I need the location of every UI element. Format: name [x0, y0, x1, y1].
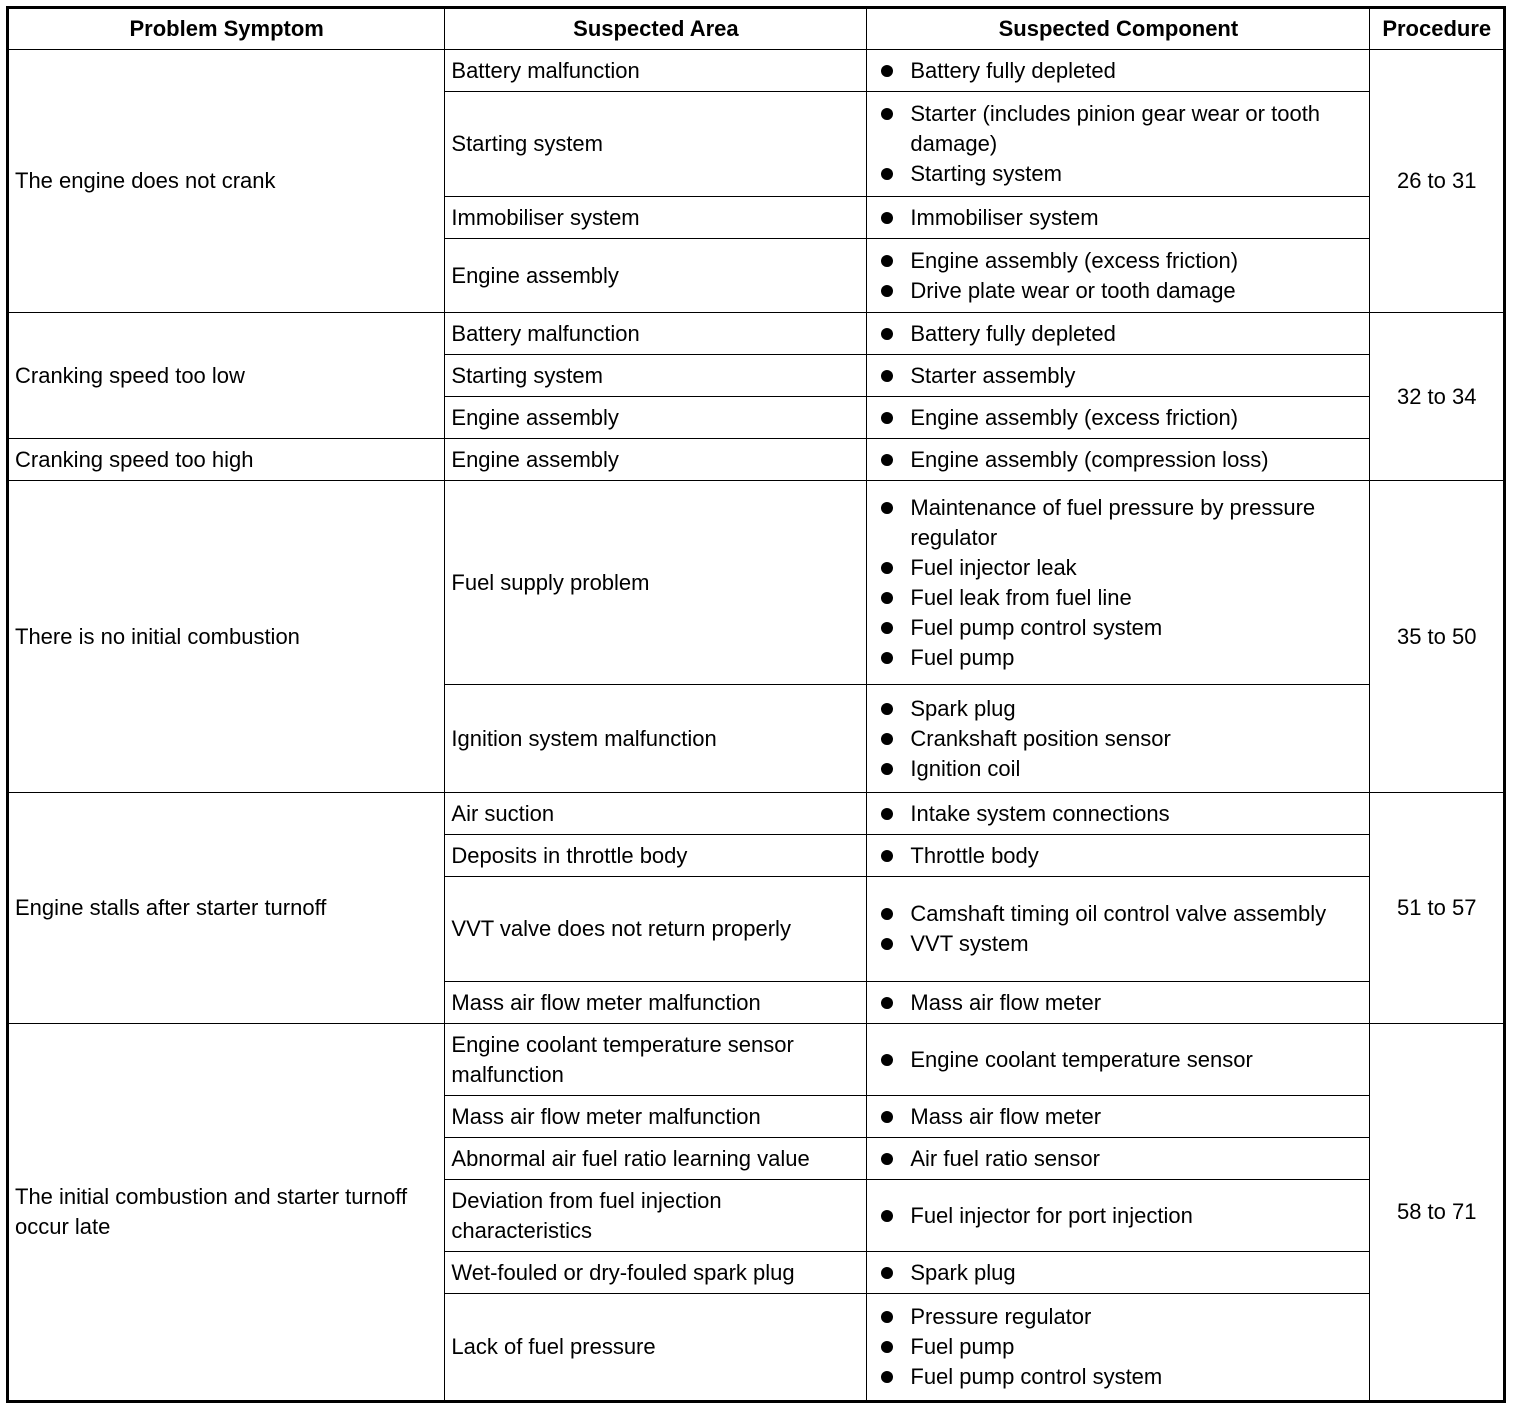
header-problem-symptom: Problem Symptom: [8, 8, 445, 50]
bullet-icon: [881, 622, 893, 634]
procedure-cell: 32 to 34: [1370, 313, 1505, 481]
suspected-area-cell: Immobiliser system: [445, 197, 867, 239]
procedure-cell: 51 to 57: [1370, 793, 1505, 1024]
component-list-item: [873, 1144, 1363, 1174]
component-list-item: [873, 445, 1363, 475]
bullet-icon: [881, 502, 893, 514]
component-list-item: [873, 403, 1363, 433]
component-list-item: [873, 841, 1363, 871]
table-row: [8, 50, 1505, 92]
suspected-component-cell: [867, 313, 1370, 355]
suspected-area-cell: Battery malfunction: [445, 50, 867, 92]
component-label: Immobiliser system: [910, 204, 1099, 230]
table-row: [8, 1024, 1505, 1096]
component-list-item: [873, 724, 1363, 754]
component-list-item: [873, 1045, 1363, 1075]
suspected-component-cell: [867, 793, 1370, 835]
suspected-component-cell: [867, 1138, 1370, 1180]
component-label: Starting system: [910, 161, 1062, 186]
suspected-component-cell: [867, 439, 1370, 481]
suspected-component-cell: [867, 685, 1370, 793]
component-list-item: [873, 583, 1363, 613]
table-row: [8, 481, 1505, 685]
component-list-item: [873, 1258, 1363, 1288]
component-list-item: [873, 613, 1363, 643]
bullet-icon: [881, 285, 893, 297]
suspected-area-cell: Wet-fouled or dry-fouled spark plug: [445, 1252, 867, 1294]
suspected-component-cell: [867, 50, 1370, 92]
component-list-item: [873, 246, 1363, 276]
bullet-icon: [881, 370, 893, 382]
suspected-area-cell: Mass air flow meter malfunction: [445, 1096, 867, 1138]
bullet-icon: [881, 1111, 893, 1123]
table-row: [8, 313, 1505, 355]
component-label: Engine coolant temperature sensor: [910, 1046, 1253, 1072]
component-list-item: [873, 694, 1363, 724]
bullet-icon: [881, 108, 893, 120]
header-suspected-component: Suspected Component: [867, 8, 1370, 50]
component-list-item: [873, 1201, 1363, 1231]
component-list-item: [873, 276, 1363, 306]
bullet-icon: [881, 1153, 893, 1165]
component-list-item: [873, 99, 1363, 159]
suspected-component-cell: [867, 1180, 1370, 1252]
header-procedure: Procedure: [1370, 8, 1505, 50]
suspected-component-cell: [867, 1294, 1370, 1402]
suspected-area-cell: Starting system: [445, 355, 867, 397]
problem-symptom-cell: The engine does not crank: [8, 50, 445, 313]
component-label: Battery fully depleted: [910, 57, 1116, 83]
problem-symptom-cell: Cranking speed too low: [8, 313, 445, 439]
component-label: Drive plate wear or tooth damage: [910, 277, 1236, 303]
suspected-component-cell: [867, 877, 1370, 982]
suspected-component-cell: [867, 835, 1370, 877]
bullet-icon: [881, 652, 893, 664]
suspected-area-cell: Lack of fuel pressure: [445, 1294, 867, 1402]
bullet-icon: [881, 763, 893, 775]
bullet-icon: [881, 454, 893, 466]
problem-symptom-cell: Cranking speed too high: [8, 439, 445, 481]
component-list-item: [873, 929, 1363, 959]
component-label: Throttle body: [910, 842, 1039, 868]
troubleshooting-table: [6, 6, 1506, 1403]
suspected-area-cell: Engine assembly: [445, 397, 867, 439]
bullet-icon: [881, 1371, 893, 1383]
component-label: Mass air flow meter: [910, 1103, 1102, 1129]
suspected-area-cell: Fuel supply problem: [445, 481, 867, 685]
component-list-item: [873, 799, 1363, 829]
procedure-cell: 26 to 31: [1370, 50, 1505, 313]
suspected-component-cell: [867, 355, 1370, 397]
component-label: Engine assembly (excess friction): [910, 247, 1239, 273]
component-label: Engine assembly (compression loss): [910, 446, 1269, 472]
component-list-item: [873, 1302, 1363, 1332]
component-list-item: [873, 643, 1363, 673]
procedure-cell: 35 to 50: [1370, 481, 1505, 793]
suspected-area-cell: Battery malfunction: [445, 313, 867, 355]
table-row: [8, 793, 1505, 835]
bullet-icon: [881, 168, 893, 180]
suspected-component-cell: [867, 1252, 1370, 1294]
bullet-icon: [881, 328, 893, 340]
header-suspected-area: Suspected Area: [445, 8, 867, 50]
suspected-component-cell: [867, 397, 1370, 439]
suspected-area-cell: Deviation from fuel injection characteristics: [445, 1180, 867, 1252]
component-label: VVT system: [910, 931, 1029, 956]
bullet-icon: [881, 1341, 893, 1353]
component-list-item: [873, 319, 1363, 349]
component-label: Engine assembly (excess friction): [910, 404, 1239, 430]
component-list-item: [873, 988, 1363, 1018]
component-list-item: [873, 899, 1363, 929]
problem-symptom-cell: There is no initial combustion: [8, 481, 445, 793]
bullet-icon: [881, 997, 893, 1009]
component-label: Starter assembly: [910, 362, 1076, 388]
component-label: Fuel injector leak: [910, 554, 1077, 580]
header-row: [8, 8, 1505, 50]
suspected-area-cell: Engine coolant temperature sensor malfunction: [445, 1024, 867, 1096]
component-label: Camshaft timing oil control valve assembly: [910, 901, 1327, 926]
bullet-icon: [881, 212, 893, 224]
component-list-item: [873, 159, 1363, 189]
suspected-area-cell: Mass air flow meter malfunction: [445, 982, 867, 1024]
bullet-icon: [881, 1210, 893, 1222]
component-label: Battery fully depleted: [910, 320, 1116, 346]
bullet-icon: [881, 1311, 893, 1323]
suspected-area-cell: Starting system: [445, 92, 867, 197]
component-list-item: [873, 1332, 1363, 1362]
bullet-icon: [881, 908, 893, 920]
suspected-component-cell: [867, 1096, 1370, 1138]
bullet-icon: [881, 412, 893, 424]
problem-symptom-cell: Engine stalls after starter turnoff: [8, 793, 445, 1024]
bullet-icon: [881, 65, 893, 77]
suspected-component-cell: [867, 982, 1370, 1024]
suspected-component-cell: [867, 197, 1370, 239]
component-label: Maintenance of fuel pressure by pressure regulator: [910, 494, 1316, 550]
table-row: [8, 439, 1505, 481]
component-label: Fuel pump: [910, 1334, 1015, 1359]
bullet-icon: [881, 255, 893, 267]
component-list-item: [873, 203, 1363, 233]
component-list-item: [873, 1362, 1363, 1392]
suspected-component-cell: [867, 92, 1370, 197]
component-label: Intake system connections: [910, 800, 1170, 826]
suspected-component-cell: [867, 239, 1370, 313]
bullet-icon: [881, 938, 893, 950]
problem-symptom-cell: The initial combustion and starter turnoff occur late: [8, 1024, 445, 1402]
component-list-item: [873, 56, 1363, 86]
bullet-icon: [881, 592, 893, 604]
suspected-area-cell: Deposits in throttle body: [445, 835, 867, 877]
component-label: Fuel pump: [910, 644, 1015, 670]
component-label: Fuel leak from fuel line: [910, 584, 1132, 610]
component-label: Ignition coil: [910, 755, 1021, 781]
component-list-item: [873, 754, 1363, 784]
component-label: Fuel pump control system: [910, 614, 1163, 640]
component-label: Air fuel ratio sensor: [910, 1145, 1100, 1171]
bullet-icon: [881, 733, 893, 745]
bullet-icon: [881, 703, 893, 715]
component-label: Crankshaft position sensor: [910, 725, 1171, 751]
component-label: Pressure regulator: [910, 1304, 1092, 1329]
component-list-item: [873, 553, 1363, 583]
component-label: Fuel pump control system: [910, 1364, 1163, 1389]
suspected-area-cell: VVT valve does not return properly: [445, 877, 867, 982]
suspected-area-cell: Engine assembly: [445, 239, 867, 313]
bullet-icon: [881, 562, 893, 574]
procedure-cell: 58 to 71: [1370, 1024, 1505, 1402]
table-body: [8, 50, 1505, 1402]
suspected-area-cell: Abnormal air fuel ratio learning value: [445, 1138, 867, 1180]
component-label: Starter (includes pinion gear wear or tooth damage): [910, 101, 1321, 156]
component-list-item: [873, 361, 1363, 391]
suspected-area-cell: Air suction: [445, 793, 867, 835]
component-list-item: [873, 493, 1363, 553]
suspected-component-cell: [867, 481, 1370, 685]
component-label: Fuel injector for port injection: [910, 1202, 1193, 1228]
component-list-item: [873, 1102, 1363, 1132]
bullet-icon: [881, 1054, 893, 1066]
suspected-area-cell: Ignition system malfunction: [445, 685, 867, 793]
component-label: Mass air flow meter: [910, 989, 1102, 1015]
bullet-icon: [881, 850, 893, 862]
bullet-icon: [881, 1267, 893, 1279]
suspected-area-cell: Engine assembly: [445, 439, 867, 481]
bullet-icon: [881, 808, 893, 820]
component-label: Spark plug: [910, 1259, 1016, 1285]
suspected-component-cell: [867, 1024, 1370, 1096]
component-label: Spark plug: [910, 695, 1016, 721]
